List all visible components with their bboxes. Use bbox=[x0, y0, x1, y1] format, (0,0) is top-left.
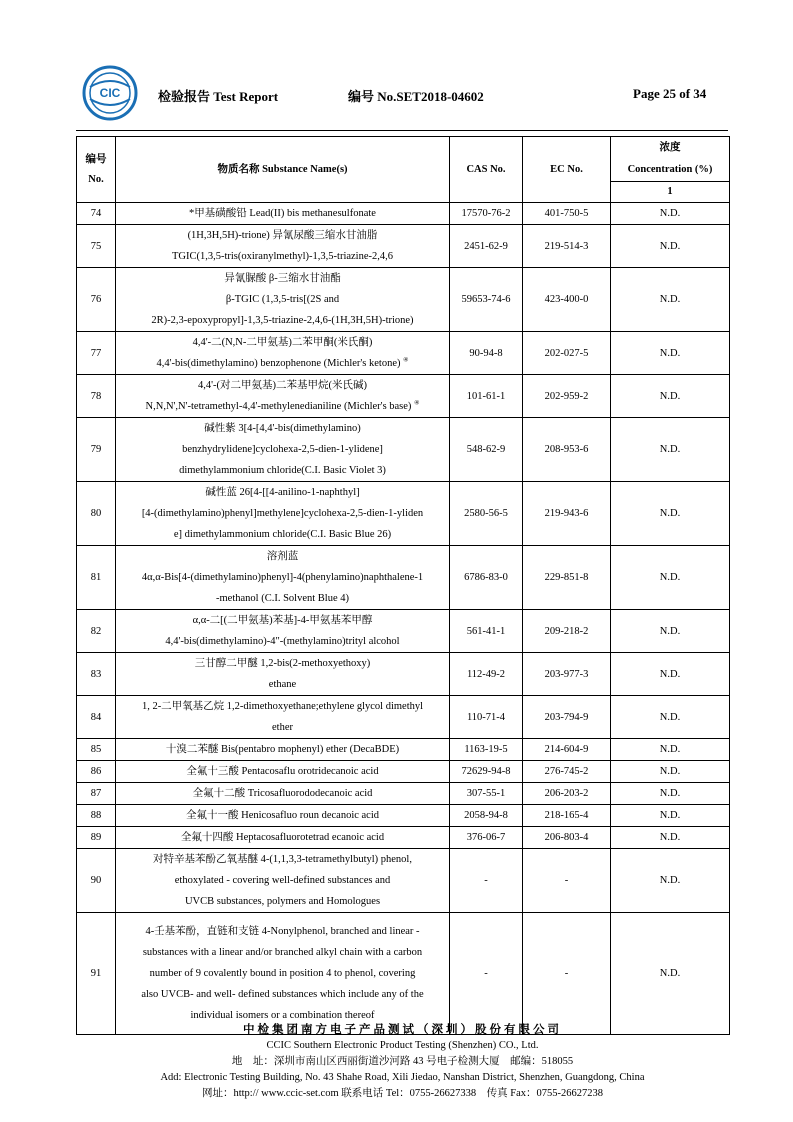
concentration-result: N.D. bbox=[611, 418, 730, 482]
table-row bbox=[77, 913, 730, 1035]
table-row bbox=[77, 783, 730, 805]
concentration-result: N.D. bbox=[611, 827, 730, 849]
concentration-result: N.D. bbox=[611, 225, 730, 268]
concentration-result: N.D. bbox=[611, 761, 730, 783]
footnote-marker: ④ bbox=[403, 357, 409, 364]
substance-name-text: 4,4'-二(N,N-二甲氨基)二苯甲酮(米氏酮) bbox=[192, 337, 373, 348]
row-number: 90 bbox=[77, 849, 116, 913]
footnote-marker: ④ bbox=[414, 400, 420, 407]
substance-name-text: 碱性蓝 26[4-[[4-anilino-1-naphthyl] bbox=[205, 487, 360, 498]
row-number: 78 bbox=[77, 375, 116, 418]
row-number: 89 bbox=[77, 827, 116, 849]
ec-number: 202-959-2 bbox=[523, 375, 611, 418]
substance-name-line bbox=[118, 942, 447, 963]
substance-name-line bbox=[118, 739, 447, 760]
row-number: 77 bbox=[77, 332, 116, 375]
concentration-result: N.D. bbox=[611, 268, 730, 332]
substance-name bbox=[116, 332, 450, 375]
substance-name-line bbox=[118, 503, 447, 524]
table-body bbox=[77, 203, 730, 1035]
substance-name-text: [4-(dimethylamino)phenyl]methylene]cyclohexa-2,5-dien-1-yliden bbox=[141, 508, 424, 519]
substance-name-line bbox=[118, 805, 447, 826]
header-conc-en: Concentration (%) bbox=[627, 164, 713, 175]
ec-number: 209-218-2 bbox=[523, 610, 611, 653]
substance-name-line bbox=[118, 268, 447, 289]
substance-name-text: TGIC(1,3,5-tris(oxiranylmethyl)-1,3,5-triazine-2,4,6 bbox=[171, 251, 394, 262]
substance-name-text: 1, 2-二甲氧基乙烷 1,2-dimethoxyethane;ethylene glycol dimethyl bbox=[141, 701, 424, 712]
header-divider bbox=[76, 130, 728, 131]
cas-number: 112-49-2 bbox=[450, 653, 523, 696]
ec-number: 401-750-5 bbox=[523, 203, 611, 225]
substance-name-line bbox=[118, 310, 447, 331]
header-sample: 1 bbox=[611, 182, 730, 203]
cas-number: 90-94-8 bbox=[450, 332, 523, 375]
substance-name-line bbox=[118, 524, 447, 545]
substance-name-text: 4,4'-(对二甲氨基)二苯基甲烷(米氏碱) bbox=[198, 380, 367, 391]
substance-name bbox=[116, 610, 450, 653]
substance-name-line bbox=[118, 332, 447, 353]
concentration-result: N.D. bbox=[611, 332, 730, 375]
report-number: 编号 No.SET2018-04602 bbox=[348, 89, 484, 104]
substance-name-text: 碱性紫 3[4-[4,4'-bis(dimethylamino) bbox=[204, 423, 361, 434]
ec-number: 208-953-6 bbox=[523, 418, 611, 482]
substance-name-line bbox=[118, 203, 447, 224]
substance-name-line bbox=[118, 827, 447, 848]
concentration-result: N.D. bbox=[611, 739, 730, 761]
substance-name-line bbox=[118, 289, 447, 310]
substance-name-line bbox=[118, 891, 447, 912]
row-number: 76 bbox=[77, 268, 116, 332]
cas-number: 376-06-7 bbox=[450, 827, 523, 849]
substance-name-line bbox=[118, 761, 447, 782]
substance-name-text: ethane bbox=[268, 679, 297, 690]
cas-number: 17570-76-2 bbox=[450, 203, 523, 225]
table-row bbox=[77, 761, 730, 783]
report-title: 检验报告 Test Report bbox=[158, 89, 279, 104]
substance-name-text: 4,4'-bis(dimethylamino) benzophenone (Michler's ketone) bbox=[156, 358, 401, 369]
header-conc-cn: 浓度 bbox=[659, 142, 681, 153]
substance-name bbox=[116, 805, 450, 827]
footer-address-en: Add: Electronic Testing Building, No. 43 Shahe Road, Xili Jiedao, Nanshan District, Shenzhen, Guangdong, China bbox=[160, 1072, 645, 1083]
footer-company-cn: 中检集团南方电子产品测试（深圳）股份有限公司 bbox=[243, 1024, 562, 1036]
substance-name-text: 对特辛基苯酚乙氧基醚 4-(1,1,3,3-tetramethylbutyl) phenol, bbox=[153, 854, 412, 865]
substance-name-text: N,N,N',N'-tetramethyl-4,4'-methylenedianiline (Michler's base) bbox=[145, 401, 412, 412]
row-number: 91 bbox=[77, 913, 116, 1035]
concentration-result: N.D. bbox=[611, 546, 730, 610]
substance-name-line bbox=[118, 653, 447, 674]
row-number: 85 bbox=[77, 739, 116, 761]
substance-name-line bbox=[118, 460, 447, 481]
substance-name-text: individual isomers or a combination thereof bbox=[190, 1010, 375, 1021]
substance-name-text: 全氟十四酸 Heptacosafluorotetrad ecanoic acid bbox=[180, 832, 385, 843]
table-row bbox=[77, 739, 730, 761]
substance-name-text: 2R)-2,3-epoxypropyl]-1,3,5-triazine-2,4,6-(1H,3H,5H)-trione) bbox=[151, 315, 414, 326]
substance-name bbox=[116, 653, 450, 696]
concentration-result: N.D. bbox=[611, 375, 730, 418]
row-number: 87 bbox=[77, 783, 116, 805]
substance-name bbox=[116, 375, 450, 418]
header-substance: 物质名称 Substance Name(s) bbox=[116, 137, 450, 203]
substance-name-text: dimethylammonium chloride(C.I. Basic Violet 3) bbox=[179, 465, 386, 476]
substance-name bbox=[116, 849, 450, 913]
row-number: 86 bbox=[77, 761, 116, 783]
substance-name bbox=[116, 418, 450, 482]
table-row bbox=[77, 546, 730, 610]
ec-number: 219-943-6 bbox=[523, 482, 611, 546]
substance-name-line bbox=[118, 375, 447, 396]
ccic-logo bbox=[82, 65, 138, 121]
table-row bbox=[77, 203, 730, 225]
substance-name-text: -methanol (C.I. Solvent Blue 4) bbox=[216, 593, 349, 604]
substance-name-text: number of 9 covalently bound in position 4 to phenol, covering bbox=[149, 968, 416, 979]
substance-name bbox=[116, 696, 450, 739]
row-number: 88 bbox=[77, 805, 116, 827]
substance-name-text: 异氰脲酸 β-三缩水甘油酯 bbox=[224, 273, 341, 284]
page-number: Page 25 of 34 bbox=[633, 86, 707, 101]
row-number: 81 bbox=[77, 546, 116, 610]
table-row bbox=[77, 375, 730, 418]
substance-name-line bbox=[118, 439, 447, 460]
substance-name-line bbox=[118, 963, 447, 984]
substance-name-text: 溶剂蓝 bbox=[266, 551, 299, 562]
ec-number: 214-604-9 bbox=[523, 739, 611, 761]
footer-company-en: CCIC Southern Electronic Product Testing (Shenzhen) CO., Ltd. bbox=[266, 1040, 539, 1051]
substance-name-text: 4α,α-Bis[4-(dimethylamino)phenyl]-4(phenylamino)naphthalene-1 bbox=[141, 572, 424, 583]
cas-number: 548-62-9 bbox=[450, 418, 523, 482]
substance-name bbox=[116, 739, 450, 761]
substance-name-line bbox=[118, 353, 447, 374]
footer-address-cn: 地 址：深圳市南山区西丽街道沙河路 43 号电子检测大厦 邮编：518055 bbox=[231, 1056, 574, 1067]
header-no: 编号 No. bbox=[77, 137, 116, 203]
table-row bbox=[77, 332, 730, 375]
table-row bbox=[77, 482, 730, 546]
table-row bbox=[77, 653, 730, 696]
substance-name-text: ethoxylated - covering well-defined substances and bbox=[174, 875, 391, 886]
logo-text: CIC bbox=[99, 86, 121, 100]
substance-name-line bbox=[118, 588, 447, 609]
substance-name-line bbox=[118, 921, 447, 942]
substance-name-text: α,α-二[(二甲氨基)苯基]-4-甲氨基苯甲醇 bbox=[192, 615, 373, 626]
substance-name-line bbox=[118, 849, 447, 870]
substance-name-line bbox=[118, 717, 447, 738]
concentration-result: N.D. bbox=[611, 783, 730, 805]
ec-number: 218-165-4 bbox=[523, 805, 611, 827]
row-number: 75 bbox=[77, 225, 116, 268]
concentration-result: N.D. bbox=[611, 203, 730, 225]
substance-name-line bbox=[118, 870, 447, 891]
substance-name bbox=[116, 225, 450, 268]
table-row bbox=[77, 225, 730, 268]
footer bbox=[76, 1022, 729, 1102]
substance-table bbox=[76, 136, 730, 1035]
concentration-result: N.D. bbox=[611, 696, 730, 739]
cas-number: 101-61-1 bbox=[450, 375, 523, 418]
row-number: 82 bbox=[77, 610, 116, 653]
substance-name-text: 4-壬基苯酚，直链和支链 4-Nonylphenol, branched and linear - bbox=[145, 926, 420, 937]
substance-name-text: 全氟十二酸 Tricosafluorododecanoic acid bbox=[192, 788, 373, 799]
cas-number: 72629-94-8 bbox=[450, 761, 523, 783]
substance-name-line bbox=[118, 482, 447, 503]
substance-name bbox=[116, 546, 450, 610]
substance-name-text: 4,4'-bis(dimethylamino)-4"-(methylamino)trityl alcohol bbox=[165, 636, 400, 647]
ec-number: 229-851-8 bbox=[523, 546, 611, 610]
substance-name-text: e] dimethylammonium chloride(C.I. Basic Blue 26) bbox=[173, 529, 392, 540]
substance-name bbox=[116, 913, 450, 1035]
footer-contact: 网址：http:// www.ccic-set.com 联系电话 Tel：0755-26627338 传真 Fax：0755-26627238 bbox=[201, 1088, 604, 1099]
substance-name-line bbox=[118, 783, 447, 804]
concentration-result: N.D. bbox=[611, 849, 730, 913]
substance-name bbox=[116, 783, 450, 805]
table-row bbox=[77, 827, 730, 849]
substance-name-text: 十溴二苯醚 Bis(pentabro mophenyl) ether (DecaBDE) bbox=[165, 744, 400, 755]
table-row bbox=[77, 610, 730, 653]
cas-number: 6786-83-0 bbox=[450, 546, 523, 610]
row-number: 83 bbox=[77, 653, 116, 696]
substance-name-line bbox=[118, 546, 447, 567]
header-cas: CAS No. bbox=[450, 137, 523, 203]
substance-name-text: 全氟十一酸 Henicosafluo roun decanoic acid bbox=[185, 810, 380, 821]
substance-name-text: UVCB substances, polymers and Homologues bbox=[184, 896, 381, 907]
cas-number: 59653-74-6 bbox=[450, 268, 523, 332]
row-number: 84 bbox=[77, 696, 116, 739]
table-row bbox=[77, 268, 730, 332]
substance-name-line bbox=[118, 418, 447, 439]
substance-name-line bbox=[118, 984, 447, 1005]
substance-name-line bbox=[118, 696, 447, 717]
ec-number: 423-400-0 bbox=[523, 268, 611, 332]
ec-number: 206-203-2 bbox=[523, 783, 611, 805]
ec-number: 202-027-5 bbox=[523, 332, 611, 375]
row-number: 80 bbox=[77, 482, 116, 546]
cas-number: - bbox=[450, 849, 523, 913]
substance-name-text: benzhydrylidene]cyclohexa-2,5-dien-1-ylidene] bbox=[182, 444, 383, 455]
concentration-result: N.D. bbox=[611, 482, 730, 546]
ec-number: 206-803-4 bbox=[523, 827, 611, 849]
cas-number: 1163-19-5 bbox=[450, 739, 523, 761]
substance-name bbox=[116, 827, 450, 849]
substance-name-text: ether bbox=[272, 722, 293, 733]
substance-name bbox=[116, 482, 450, 546]
concentration-result: N.D. bbox=[611, 610, 730, 653]
row-number: 79 bbox=[77, 418, 116, 482]
cas-number: 110-71-4 bbox=[450, 696, 523, 739]
ec-number: 203-977-3 bbox=[523, 653, 611, 696]
substance-name-line bbox=[118, 246, 447, 267]
substance-name bbox=[116, 268, 450, 332]
substance-name-line bbox=[118, 631, 447, 652]
substance-name-text: β-TGIC (1,3,5-tris[(2S and bbox=[225, 294, 340, 305]
ec-number: 276-745-2 bbox=[523, 761, 611, 783]
table-row bbox=[77, 805, 730, 827]
ec-number: 203-794-9 bbox=[523, 696, 611, 739]
ec-number: - bbox=[523, 849, 611, 913]
substance-name-text: *甲基磺酸铅 Lead(II) bis methanesulfonate bbox=[189, 208, 376, 219]
table-row bbox=[77, 696, 730, 739]
cas-number: 561-41-1 bbox=[450, 610, 523, 653]
substance-name-text: (1H,3H,5H)-trione) 异氰尿酸三缩水甘油脂 bbox=[187, 230, 378, 241]
header-concentration bbox=[611, 137, 730, 182]
substance-name-line bbox=[118, 674, 447, 695]
ec-number: - bbox=[523, 913, 611, 1035]
substance-name-text: 全氟十三酸 Pentacosaflu orotridecanoic acid bbox=[186, 766, 379, 777]
substance-name-line bbox=[118, 610, 447, 631]
cas-number: 307-55-1 bbox=[450, 783, 523, 805]
table-row bbox=[77, 849, 730, 913]
cas-number: - bbox=[450, 913, 523, 1035]
header-ec: EC No. bbox=[523, 137, 611, 203]
substance-name-line bbox=[118, 225, 447, 246]
substance-name-line bbox=[118, 396, 447, 417]
concentration-result: N.D. bbox=[611, 653, 730, 696]
cas-number: 2058-94-8 bbox=[450, 805, 523, 827]
cas-number: 2580-56-5 bbox=[450, 482, 523, 546]
substance-name-line bbox=[118, 567, 447, 588]
substance-name-text: substances with a linear and/or branched alkyl chain with a carbon bbox=[142, 947, 423, 958]
substance-name-text: also UVCB- and well- defined substances which include any of the bbox=[141, 989, 424, 1000]
row-number: 74 bbox=[77, 203, 116, 225]
cas-number: 2451-62-9 bbox=[450, 225, 523, 268]
table-row bbox=[77, 418, 730, 482]
concentration-result: N.D. bbox=[611, 805, 730, 827]
substance-name-text: 三甘醇二甲醚 1,2-bis(2-methoxyethoxy) bbox=[194, 658, 371, 669]
substance-name bbox=[116, 761, 450, 783]
concentration-result: N.D. bbox=[611, 913, 730, 1035]
ec-number: 219-514-3 bbox=[523, 225, 611, 268]
substance-name bbox=[116, 203, 450, 225]
